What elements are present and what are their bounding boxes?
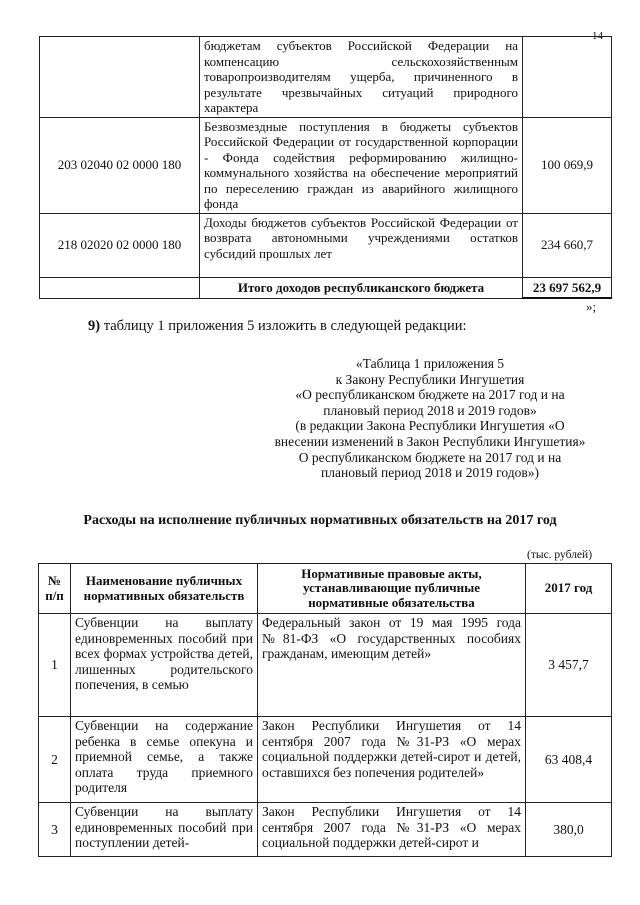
- caption-line: «О республиканском бюджете на 2017 год и на: [295, 387, 565, 403]
- caption-line: внесении изменений в Закон Республики Ингушетия»: [274, 433, 586, 449]
- table-row: [39, 614, 612, 717]
- total-amount: 23 697 562,9: [523, 277, 612, 298]
- amount: 3 457,7: [526, 614, 612, 717]
- instruction: [88, 318, 467, 335]
- header-acts: Нормативные правовые акты, устанавливающие публичные нормативные обязательства: [258, 564, 526, 614]
- table-row: [39, 717, 612, 803]
- revenue-description: Безвозмездные поступления в бюджеты субъектов Российской Федерации от государственной корпорации - Фонда содействия реформированию жилищно-коммунального хозяйства на обеспечение мероприятий по переселению граждан из аварийного жилищного фонда: [200, 117, 523, 213]
- obligation-name: Субвенции на выплату единовременных пособий при поступлении детей-: [71, 803, 258, 857]
- caption-line: плановый период 2018 и 2019 годов»: [323, 402, 537, 418]
- revenue-amount: 234 660,7: [523, 213, 612, 277]
- revenue-amount: [523, 37, 612, 118]
- table-row: [40, 117, 612, 213]
- revenue-code: 218 02020 02 0000 180: [40, 213, 200, 277]
- caption-line: плановый период 2018 и 2019 годов»): [321, 465, 539, 481]
- section-heading: Расходы на исполнение публичных нормативных обязательств на 2017 год: [83, 513, 557, 528]
- revenue-description: Доходы бюджетов субъектов Российской Федерации от возврата автономными учреждениями остатков субсидий прошлых лет: [200, 213, 523, 277]
- row-number: 1: [39, 614, 71, 717]
- caption-line: (в редакции Закона Республики Ингушетия «О: [295, 418, 565, 434]
- total-row: [40, 277, 612, 298]
- legal-act: Закон Республики Ингушетия от 14 сентября 2007 года №31-РЗ «О мерах социальной поддержки детей-сирот и: [258, 803, 526, 857]
- total-label: Итого доходов республиканского бюджета: [200, 277, 523, 298]
- row-number: 3: [39, 803, 71, 857]
- total-empty-cell: [40, 277, 200, 298]
- header-row: [39, 564, 612, 614]
- instruction-text: таблицу 1 приложения 5 изложить в следующей редакции:: [103, 318, 467, 334]
- header-year: 2017 год: [526, 564, 612, 614]
- revenue-table: [39, 36, 612, 299]
- header-num: № п/п: [39, 564, 71, 614]
- revenue-description: бюджетам субъектов Российской Федерации на компенсацию сельскохозяйственным товаропроизводителям ущерба, причиненного в результате чрезвычайных ситуаций природного характера: [200, 37, 523, 118]
- obligation-name: Субвенции на выплату единовременных пособий при всех формах устройства детей, лишенных родительского попечения, в семью: [71, 614, 258, 717]
- instruction-number: 9): [88, 318, 101, 334]
- table-row: [40, 37, 612, 118]
- caption-line: «Таблица 1 приложения 5: [355, 356, 505, 371]
- legal-act: Федеральный закон от 19 мая 1995 года №81-ФЗ «О государственных пособиях гражданам, имеющим детей»: [258, 614, 526, 717]
- units-label: (тыс. рублей): [527, 549, 593, 561]
- caption-line: О республиканском бюджете на 2017 год и на: [298, 449, 562, 465]
- closing-quote: »;: [586, 299, 597, 314]
- revenue-amount: 100 069,9: [523, 117, 612, 213]
- legal-act: Закон Республики Ингушетия от 14 сентября 2007 года №31-РЗ «О мерах социальной поддержки детей-сирот и детей, оставшихся без попечения родителей»: [258, 717, 526, 803]
- page-number: 14: [592, 30, 603, 42]
- caption-line: к Закону Республики Ингушетия: [335, 371, 525, 387]
- amount: 380,0: [526, 803, 612, 857]
- revenue-code: 203 02040 02 0000 180: [40, 117, 200, 213]
- obligations-table: [38, 563, 612, 857]
- table-row: [39, 803, 612, 857]
- table-caption: [250, 356, 610, 481]
- header-name: Наименование публичных нормативных обязательств: [71, 564, 258, 614]
- amount: 63 408,4: [526, 717, 612, 803]
- obligation-name: Субвенции на содержание ребенка в семье опекуна и приемной семье, а также оплата труда приемного родителя: [71, 717, 258, 803]
- table-row: [40, 213, 612, 277]
- revenue-code: [40, 37, 200, 118]
- row-number: 2: [39, 717, 71, 803]
